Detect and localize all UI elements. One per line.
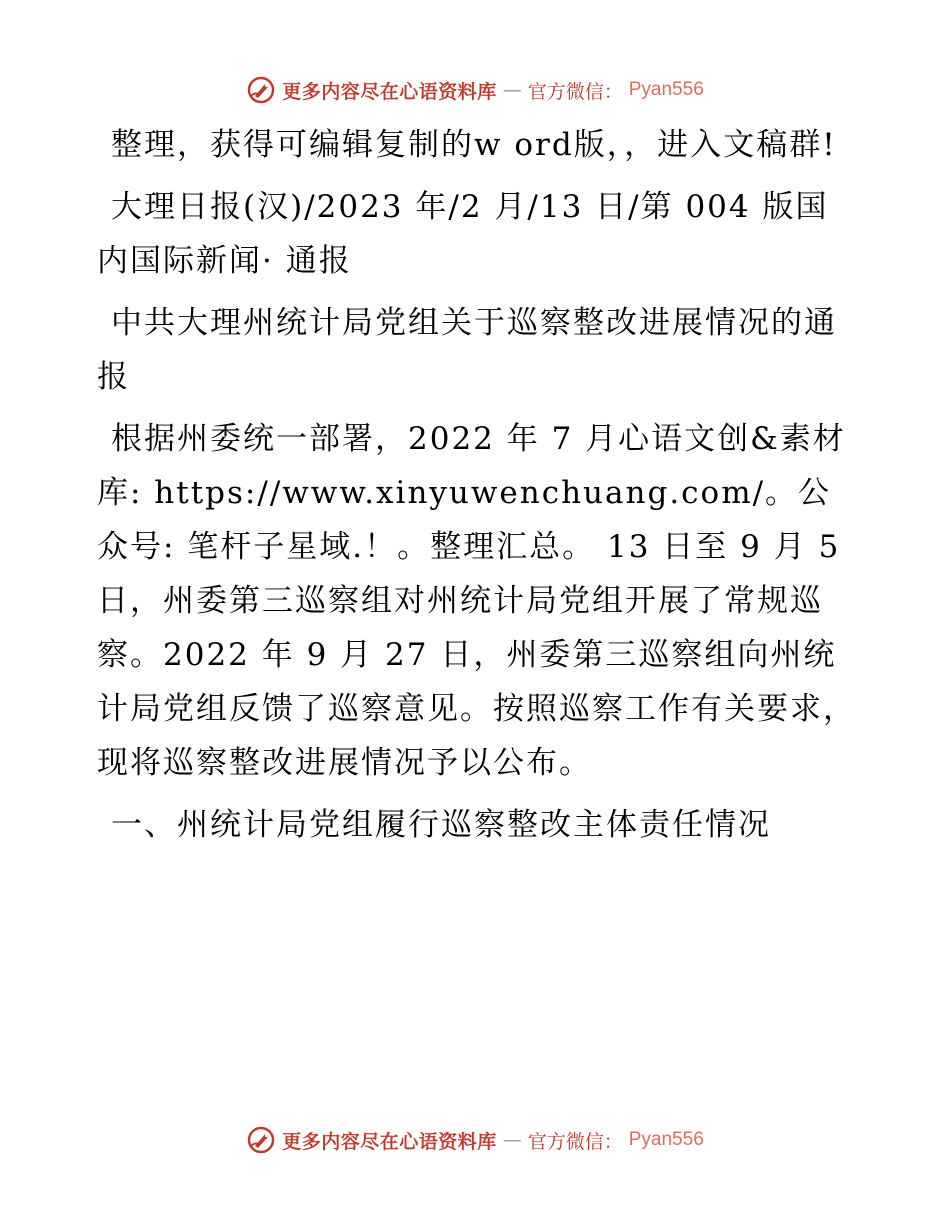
- watermark-wechat-label: 官方微信：: [527, 1130, 623, 1153]
- paragraph-title: 中共大理州统计局党组关于巡察整改进展情况的通报: [97, 305, 837, 395]
- watermark-main-text: 更多内容尽在心语资料库: [282, 80, 497, 103]
- paragraph-body: 根据州委统一部署，2022 年 7 月心语文创&素材库: https://www.xinyuwenchuang.com/。公众号: 笔杆子星域.！。整理汇总。 13 日至 9 月 5 日，州委第三巡察组对州统计局党组开展了常规巡察。2022 年 9 月 27 日，州委第三巡察组向州统计局党组反馈了巡察意见。按照巡察工作有关要求，现将巡察整改进展情况予以公布。: [97, 421, 856, 781]
- pen-nib-logo-icon: [246, 1125, 276, 1155]
- watermark-dash: —: [502, 79, 522, 101]
- watermark-main-text: 更多内容尽在心语资料库: [282, 1130, 497, 1153]
- footer-watermark-content: [246, 1125, 704, 1155]
- watermark-wechat-id: Pyan556: [628, 79, 704, 100]
- document-body: [97, 118, 857, 860]
- footer-watermark: [0, 1120, 950, 1160]
- watermark-wechat-label: 官方微信：: [527, 80, 623, 103]
- paragraph-intro: 整理，获得可编辑复制的w ord版，，进入文稿群!: [111, 127, 837, 163]
- header-watermark-content: [246, 75, 704, 105]
- watermark-dash: —: [502, 1129, 522, 1151]
- paragraph-section-heading: 一、州统计局党组履行巡察整改主体责任情况: [111, 807, 771, 843]
- watermark-wechat-id: Pyan556: [628, 1129, 704, 1150]
- header-watermark: [0, 70, 950, 110]
- pen-nib-logo-icon: [246, 75, 276, 105]
- paragraph-source: 大理日报(汉)/2023 年/2 月/13 日/第 004 版国内国际新闻· 通报: [97, 189, 829, 279]
